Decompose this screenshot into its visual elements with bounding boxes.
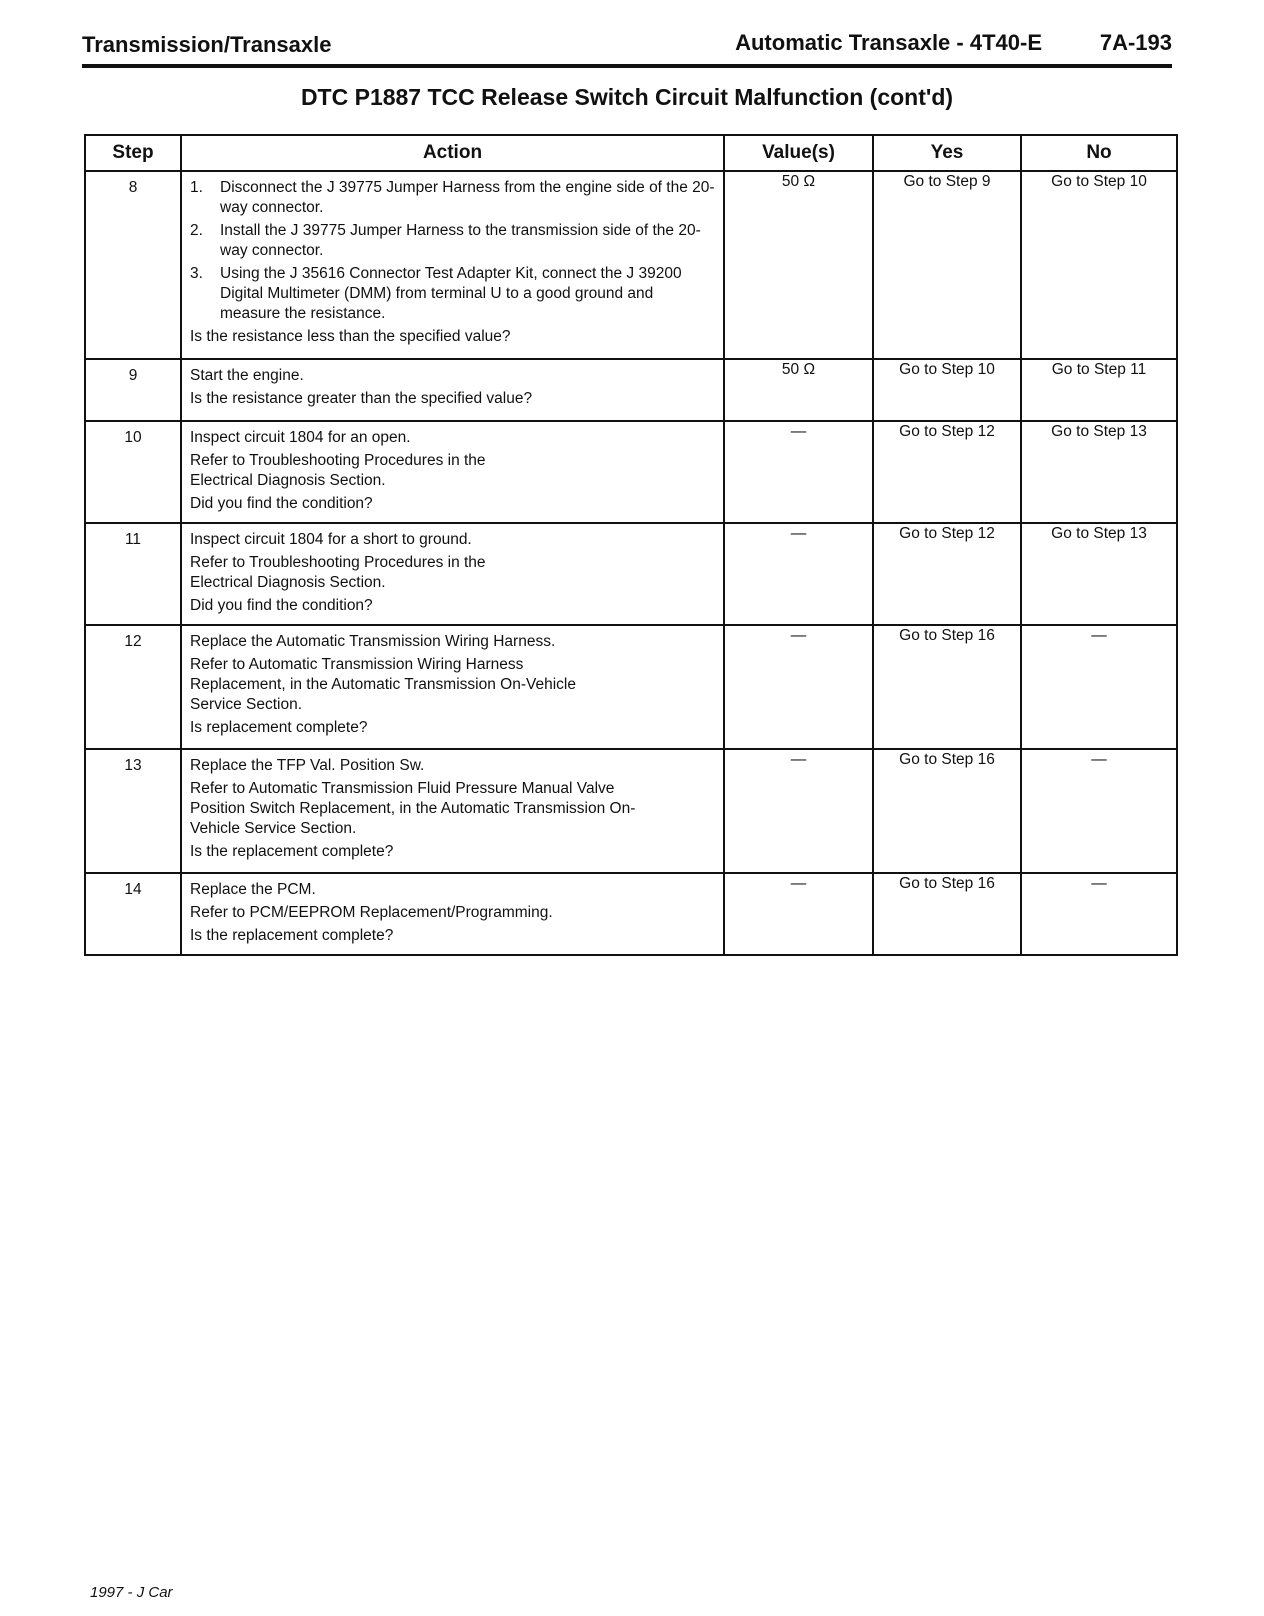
section-title: Transmission/Transaxle xyxy=(82,32,332,57)
action-question: Is the replacement complete? xyxy=(190,843,394,860)
column-header-yes: Yes xyxy=(873,135,1021,171)
value-cell: 50 Ω xyxy=(724,171,873,359)
yes-cell: Go to Step 16 xyxy=(873,749,1021,873)
subject-title: Automatic Transaxle - 4T40-E xyxy=(735,30,1042,55)
column-header-values: Value(s) xyxy=(724,135,873,171)
yes-cell: Go to Step 12 xyxy=(873,421,1021,523)
table-row xyxy=(85,873,1177,955)
no-cell: Go to Step 11 xyxy=(1021,359,1177,421)
action-line: Replace the TFP Val. Position Sw. xyxy=(190,757,425,774)
table-row xyxy=(85,171,1177,359)
step-number: 13 xyxy=(85,749,181,873)
action-question: Is replacement complete? xyxy=(190,719,368,736)
action-cell xyxy=(181,421,724,523)
action-line: Start the engine. xyxy=(190,367,304,384)
page-title: DTC P1887 TCC Release Switch Circuit Malfunction (cont'd) xyxy=(300,84,954,110)
table-row xyxy=(85,359,1177,421)
value-cell: — xyxy=(724,523,873,625)
page-footer: 1997 - J Car xyxy=(90,1584,173,1601)
list-item: 1. Disconnect the J 39775 Jumper Harness from the engine side of the 20-way connector. xyxy=(190,179,715,216)
step-number: 10 xyxy=(85,421,181,523)
no-cell: Go to Step 13 xyxy=(1021,523,1177,625)
yes-cell: Go to Step 10 xyxy=(873,359,1021,421)
action-line: Refer to PCM/EEPROM Replacement/Programming. xyxy=(190,904,553,921)
action-line: Refer to Automatic Transmission Fluid Pressure Manual Valve Position Switch Replacement, in the Automatic Transmission On-Vehicle Service Section. xyxy=(190,780,636,837)
table-header-row xyxy=(85,135,1177,171)
diagnostic-table xyxy=(84,134,1178,956)
action-line: Inspect circuit 1804 for a short to ground. xyxy=(190,531,472,548)
page-header xyxy=(82,28,1172,68)
action-question: Did you find the condition? xyxy=(190,597,373,614)
yes-cell: Go to Step 16 xyxy=(873,873,1021,955)
action-question: Did you find the condition? xyxy=(190,495,373,512)
list-item-text: Using the J 35616 Connector Test Adapter Kit, connect the J 39200 Digital Multimeter (DMM) from terminal U to a good ground and measure the resistance. xyxy=(220,265,682,322)
list-item: 3. Using the J 35616 Connector Test Adapter Kit, connect the J 39200 Digital Multimeter (DMM) from terminal U to a good ground and measure the resistance. xyxy=(190,264,715,324)
action-line: Replace the Automatic Transmission Wiring Harness. xyxy=(190,633,556,650)
action-question: Is the resistance less than the specified value? xyxy=(190,328,511,345)
column-header-action: Action xyxy=(181,135,724,171)
action-line: Refer to Troubleshooting Procedures in the Electrical Diagnosis Section. xyxy=(190,452,486,489)
value-cell: — xyxy=(724,873,873,955)
action-cell xyxy=(181,523,724,625)
yes-cell: Go to Step 9 xyxy=(873,171,1021,359)
action-line: Inspect circuit 1804 for an open. xyxy=(190,429,411,446)
column-header-step: Step xyxy=(85,135,181,171)
value-cell: — xyxy=(724,749,873,873)
action-line: Refer to Troubleshooting Procedures in the Electrical Diagnosis Section. xyxy=(190,554,486,591)
table-row xyxy=(85,749,1177,873)
no-cell: Go to Step 13 xyxy=(1021,421,1177,523)
action-line: Refer to Automatic Transmission Wiring Harness Replacement, in the Automatic Transmission On-Vehicle Service Section. xyxy=(190,656,576,713)
no-cell: Go to Step 10 xyxy=(1021,171,1177,359)
value-cell: — xyxy=(724,625,873,749)
action-line: Replace the PCM. xyxy=(190,881,316,898)
value-cell: 50 Ω xyxy=(724,359,873,421)
list-item-text: Install the J 39775 Jumper Harness to the transmission side of the 20-way connector. xyxy=(220,222,701,259)
step-number: 14 xyxy=(85,873,181,955)
list-item-text: Disconnect the J 39775 Jumper Harness from the engine side of the 20-way connector. xyxy=(220,179,715,216)
list-item: 2. Install the J 39775 Jumper Harness to the transmission side of the 20-way connector. xyxy=(190,221,715,261)
action-cell xyxy=(181,625,724,749)
no-cell: — xyxy=(1021,873,1177,955)
yes-cell: Go to Step 16 xyxy=(873,625,1021,749)
step-number: 11 xyxy=(85,523,181,625)
yes-cell: Go to Step 12 xyxy=(873,523,1021,625)
action-cell xyxy=(181,171,724,359)
page-number: 7A-193 xyxy=(1099,30,1172,55)
no-cell: — xyxy=(1021,625,1177,749)
table-row xyxy=(85,421,1177,523)
action-cell xyxy=(181,749,724,873)
column-header-no: No xyxy=(1021,135,1177,171)
table-row xyxy=(85,625,1177,749)
step-number: 8 xyxy=(85,171,181,359)
action-question: Is the replacement complete? xyxy=(190,927,394,944)
no-cell: — xyxy=(1021,749,1177,873)
action-question: Is the resistance greater than the specified value? xyxy=(190,390,533,407)
action-cell xyxy=(181,359,724,421)
value-cell: — xyxy=(724,421,873,523)
table-row xyxy=(85,523,1177,625)
step-number: 9 xyxy=(85,359,181,421)
step-number: 12 xyxy=(85,625,181,749)
action-cell xyxy=(181,873,724,955)
